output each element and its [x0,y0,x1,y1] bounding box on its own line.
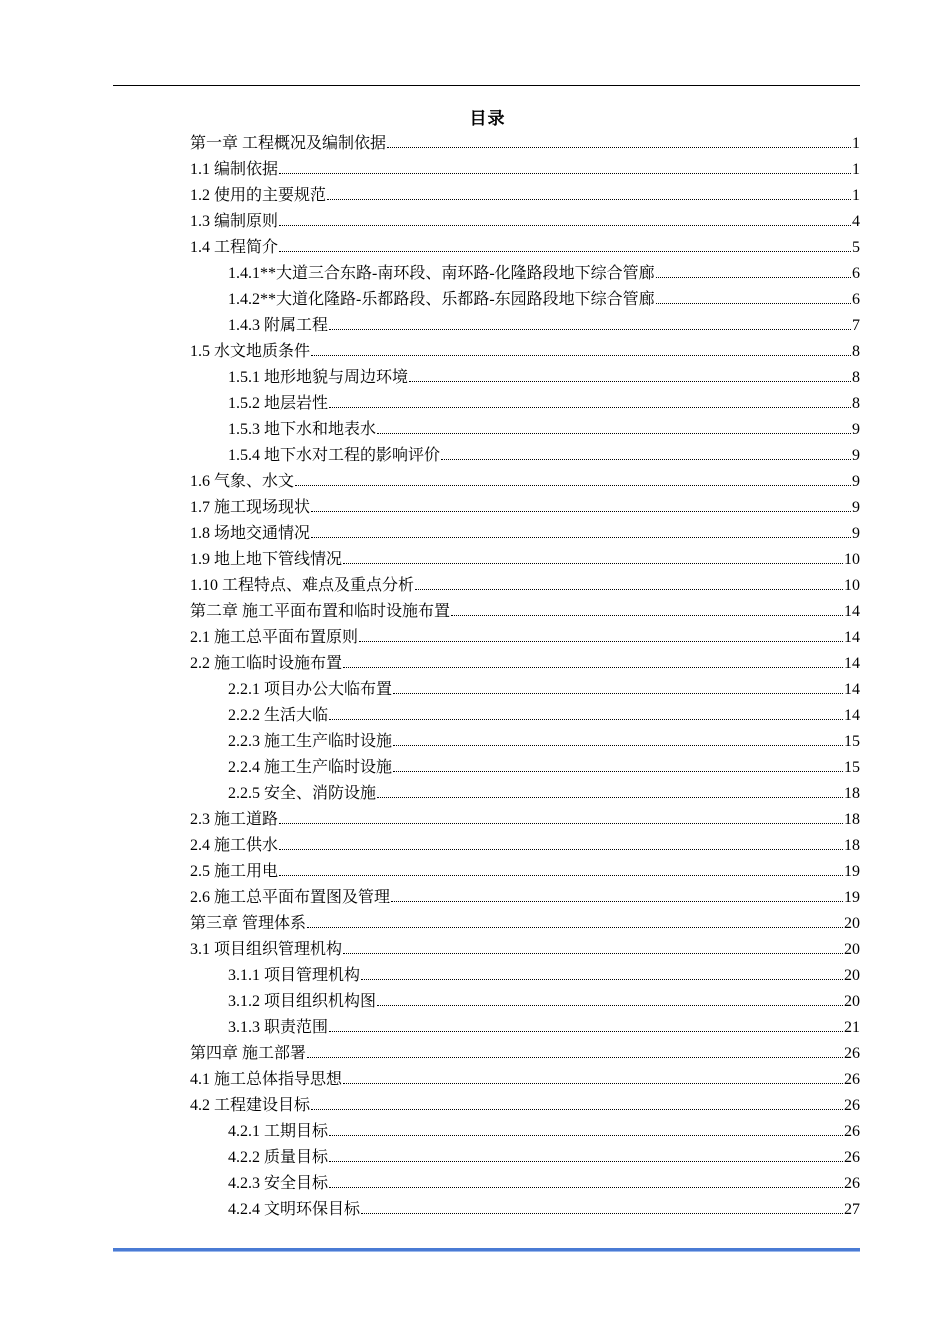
toc-entry-page-number: 14 [844,681,860,698]
toc-dot-leader [391,901,843,902]
toc-entry[interactable] [190,287,860,313]
toc-entry[interactable] [190,183,860,209]
toc-entry-page-number: 26 [844,1123,860,1140]
toc-entry[interactable] [190,495,860,521]
toc-entry-title: 第四章 施工部署 [190,1045,307,1062]
toc-dot-leader [311,511,851,512]
toc-entry-title: 1.4 工程简介 [190,239,279,256]
toc-dot-leader [409,381,851,382]
toc-entry-page-number: 15 [844,759,860,776]
toc-entry[interactable] [190,911,860,937]
toc-entry-title: 4.2 工程建设目标 [190,1097,311,1114]
toc-entry-title: 1.2 使用的主要规范 [190,187,327,204]
toc-dot-leader [441,459,851,460]
toc-entry-title: 1.5.3 地下水和地表水 [228,421,377,438]
toc-entry-title: 1.7 施工现场现状 [190,499,311,516]
toc-dot-leader [307,927,843,928]
toc-dot-leader [343,563,843,564]
toc-entry-title: 1.8 场地交通情况 [190,525,311,542]
toc-entry[interactable] [190,157,860,183]
toc-entry[interactable] [190,677,860,703]
toc-entry-page-number: 6 [852,291,860,308]
toc-entry-page-number: 8 [852,395,860,412]
toc-dot-leader [393,771,843,772]
toc-entry-page-number: 26 [844,1175,860,1192]
toc-entry[interactable] [190,1197,860,1223]
toc-entry-page-number: 26 [844,1097,860,1114]
toc-dot-leader [393,693,843,694]
toc-entry[interactable] [190,1015,860,1041]
toc-entry-page-number: 9 [852,499,860,516]
toc-entry[interactable] [190,391,860,417]
toc-entry-page-number: 18 [844,785,860,802]
toc-entry[interactable] [190,417,860,443]
footer-rule [113,1248,860,1252]
toc-dot-leader [311,355,851,356]
toc-dot-leader [329,407,851,408]
toc-entry[interactable] [190,807,860,833]
toc-entry-title: 1.5.4 地下水对工程的影响评价 [228,447,441,464]
toc-entry-page-number: 1 [852,187,860,204]
toc-entry-page-number: 9 [852,473,860,490]
toc-entry-page-number: 6 [852,265,860,282]
toc-entry[interactable] [190,729,860,755]
toc-entry-title: 2.6 施工总平面布置图及管理 [190,889,391,906]
toc-entry[interactable] [190,755,860,781]
toc-entry-title: 2.1 施工总平面布置原则 [190,629,359,646]
toc-entry-page-number: 21 [844,1019,860,1036]
toc-dot-leader [279,849,843,850]
toc-entry-page-number: 14 [844,629,860,646]
toc-title: 目录 [469,109,506,128]
toc-dot-leader [329,1135,843,1136]
toc-dot-leader [311,1109,843,1110]
toc-entry-page-number: 19 [844,889,860,906]
toc-entry-page-number: 9 [852,525,860,542]
toc-entry-page-number: 7 [852,317,860,334]
toc-dot-leader [377,797,843,798]
toc-entry-title: 3.1.1 项目管理机构 [228,967,361,984]
toc-entry[interactable] [190,703,860,729]
toc-entry-title: 1.4.2**大道化隆路-乐都路段、乐都路-东园路段地下综合管廊 [228,291,655,308]
toc-entry-title: 第二章 施工平面布置和临时设施布置 [190,603,451,620]
toc-dot-leader [393,745,843,746]
toc-entry-title: 2.2.2 生活大临 [228,707,329,724]
toc-entry-page-number: 14 [844,707,860,724]
toc-entry[interactable] [190,339,860,365]
toc-entry[interactable] [190,443,860,469]
toc-entry[interactable] [190,1093,860,1119]
toc-entry[interactable] [190,365,860,391]
toc-entry-title: 1.5.1 地形地貌与周边环境 [228,369,409,386]
toc-dot-leader [329,329,851,330]
toc-dot-leader [279,875,843,876]
toc-dot-leader [343,953,843,954]
toc-entry-title: 1.6 气象、水文 [190,473,295,490]
toc-entry-page-number: 20 [844,967,860,984]
toc-entry-page-number: 26 [844,1071,860,1088]
toc-dot-leader [279,251,851,252]
toc-entry-title: 1.5 水文地质条件 [190,343,311,360]
toc-entry[interactable] [190,1067,860,1093]
toc-dot-leader [329,1187,843,1188]
toc-entry-page-number: 9 [852,421,860,438]
toc-entry-page-number: 19 [844,863,860,880]
toc-entry-title: 2.2 施工临时设施布置 [190,655,343,672]
toc-entry[interactable] [190,521,860,547]
toc-entry-page-number: 26 [844,1149,860,1166]
table-of-contents [190,131,860,1223]
toc-entry-title: 2.2.3 施工生产临时设施 [228,733,393,750]
toc-entry-title: 第三章 管理体系 [190,915,307,932]
toc-entry-title: 4.1 施工总体指导思想 [190,1071,343,1088]
toc-dot-leader [327,199,851,200]
toc-dot-leader [387,147,851,148]
toc-entry[interactable] [190,651,860,677]
toc-entry-title: 1.1 编制依据 [190,161,279,178]
toc-entry[interactable] [190,235,860,261]
toc-dot-leader [307,1057,843,1058]
toc-entry-page-number: 15 [844,733,860,750]
toc-entry[interactable] [190,1171,860,1197]
toc-entry[interactable] [190,625,860,651]
toc-entry-page-number: 27 [844,1201,860,1218]
toc-entry-page-number: 4 [852,213,860,230]
toc-entry[interactable] [190,885,860,911]
toc-dot-leader [377,1005,843,1006]
toc-entry[interactable] [190,1041,860,1067]
toc-entry[interactable] [190,313,860,339]
toc-entry[interactable] [190,131,860,157]
toc-entry[interactable] [190,1145,860,1171]
toc-dot-leader [329,1031,843,1032]
toc-entry[interactable] [190,209,860,235]
toc-dot-leader [415,589,843,590]
toc-dot-leader [329,719,843,720]
toc-entry-page-number: 8 [852,343,860,360]
toc-dot-leader [377,433,851,434]
toc-entry[interactable] [190,963,860,989]
toc-entry-page-number: 20 [844,915,860,932]
toc-entry-title: 4.2.2 质量目标 [228,1149,329,1166]
toc-entry-title: 1.9 地上地下管线情况 [190,551,343,568]
toc-entry[interactable] [190,1119,860,1145]
toc-dot-leader [343,1083,843,1084]
toc-entry-page-number: 20 [844,941,860,958]
toc-dot-leader [451,615,843,616]
toc-entry[interactable] [190,833,860,859]
toc-entry-title: 2.3 施工道路 [190,811,279,828]
toc-entry-title: 1.3 编制原则 [190,213,279,230]
toc-dot-leader [361,1213,843,1214]
toc-dot-leader [359,641,843,642]
toc-entry[interactable] [190,261,860,287]
toc-entry-title: 2.5 施工用电 [190,863,279,880]
toc-dot-leader [656,303,851,304]
toc-entry[interactable] [190,547,860,573]
toc-entry-title: 1.4.1**大道三合东路-南环段、南环路-化隆路段地下综合管廊 [228,265,655,282]
toc-entry[interactable] [190,469,860,495]
toc-entry-title: 4.2.4 文明环保目标 [228,1201,361,1218]
toc-entry-page-number: 18 [844,811,860,828]
toc-entry-title: 第一章 工程概况及编制依据 [190,135,387,152]
toc-entry-title: 2.2.1 项目办公大临布置 [228,681,393,698]
toc-entry[interactable] [190,573,860,599]
toc-dot-leader [295,485,851,486]
toc-entry[interactable] [190,599,860,625]
toc-entry-title: 2.2.5 安全、消防设施 [228,785,377,802]
toc-entry-page-number: 5 [852,239,860,256]
toc-entry-page-number: 26 [844,1045,860,1062]
toc-dot-leader [656,277,851,278]
toc-dot-leader [311,537,851,538]
toc-entry-title: 3.1 项目组织管理机构 [190,941,343,958]
toc-entry[interactable] [190,859,860,885]
toc-entry[interactable] [190,781,860,807]
toc-entry[interactable] [190,937,860,963]
toc-dot-leader [361,979,843,980]
toc-entry-page-number: 8 [852,369,860,386]
toc-entry-page-number: 1 [852,161,860,178]
toc-dot-leader [329,1161,843,1162]
toc-entry-page-number: 18 [844,837,860,854]
toc-entry-title: 2.2.4 施工生产临时设施 [228,759,393,776]
toc-entry[interactable] [190,989,860,1015]
toc-dot-leader [279,225,851,226]
header-rule [113,85,860,86]
toc-entry-title: 4.2.3 安全目标 [228,1175,329,1192]
toc-entry-page-number: 1 [852,135,860,152]
toc-entry-title: 1.5.2 地层岩性 [228,395,329,412]
toc-dot-leader [343,667,843,668]
toc-entry-title: 4.2.1 工期目标 [228,1123,329,1140]
toc-entry-title: 2.4 施工供水 [190,837,279,854]
toc-entry-page-number: 14 [844,603,860,620]
toc-entry-page-number: 14 [844,655,860,672]
toc-entry-page-number: 20 [844,993,860,1010]
toc-entry-title: 3.1.3 职责范围 [228,1019,329,1036]
toc-dot-leader [279,173,851,174]
toc-entry-page-number: 9 [852,447,860,464]
toc-dot-leader [279,823,843,824]
toc-entry-title: 1.10 工程特点、难点及重点分析 [190,577,415,594]
toc-entry-page-number: 10 [844,577,860,594]
toc-entry-title: 3.1.2 项目组织机构图 [228,993,377,1010]
toc-entry-page-number: 10 [844,551,860,568]
toc-entry-title: 1.4.3 附属工程 [228,317,329,334]
